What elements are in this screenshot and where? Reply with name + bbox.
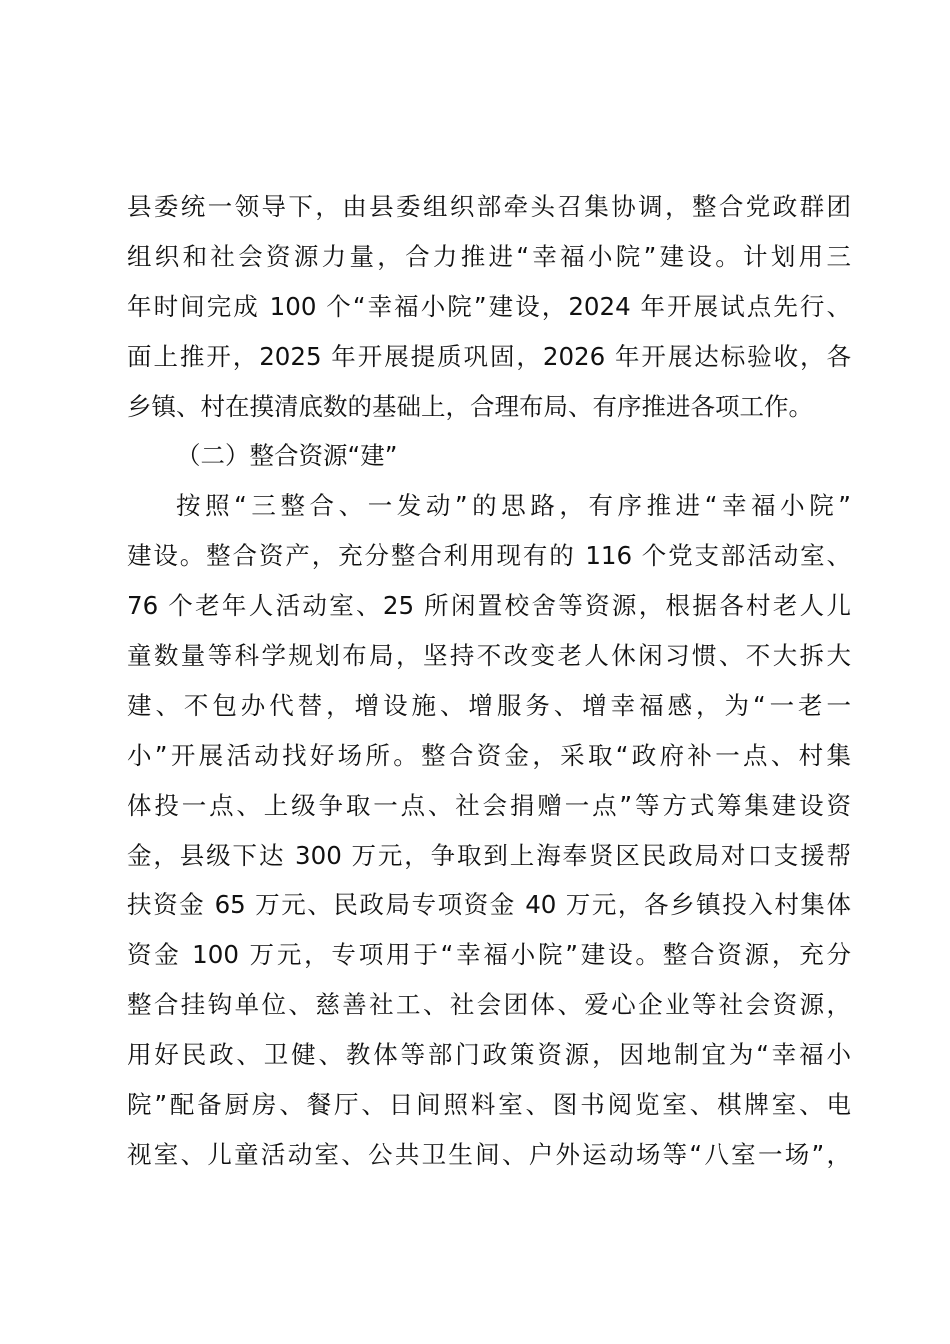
text-line: 体投一点、上级争取一点、社会捐赠一点”等方式筹集建设资 bbox=[127, 790, 851, 820]
text-line: 视室、儿童活动室、公共卫生间、户外运动场等“八室一场”， bbox=[127, 1139, 851, 1169]
text-line: 建、不包办代替，增设施、增服务、增幸福感，为“一老一 bbox=[127, 690, 851, 720]
text-line: 小”开展活动找好场所。整合资金，采取“政府补一点、村集 bbox=[127, 740, 851, 770]
text-line: 童数量等科学规划布局，坚持不改变老人休闲习惯、不大拆大 bbox=[127, 641, 851, 671]
text-line: 扶资金 65 万元、民政局专项资金 40 万元，各乡镇投入村集体 bbox=[127, 890, 851, 920]
text-line: 整合挂钩单位、慈善社工、社会团体、爱心企业等社会资源， bbox=[127, 990, 851, 1020]
text-line: 县委统一领导下，由县委组织部牵头召集协调，整合党政群团 bbox=[127, 192, 851, 221]
text-line: 年时间完成 100 个“幸福小院”建设，2024 年开展试点先行、 bbox=[127, 291, 851, 321]
text-line: 建设。整合资产，充分整合利用现有的 116 个党支部活动室、 bbox=[127, 541, 851, 571]
text-line: 金，县级下达 300 万元，争取到上海奉贤区民政局对口支援帮 bbox=[127, 840, 851, 870]
text-line: 用好民政、卫健、教体等部门政策资源，因地制宜为“幸福小 bbox=[127, 1040, 851, 1070]
body-text bbox=[127, 182, 851, 1180]
text-line: 按照“三整合、一发动”的思路，有序推进“幸福小院” bbox=[176, 491, 851, 521]
text-line: 资金 100 万元，专项用于“幸福小院”建设。整合资源，充分 bbox=[127, 940, 851, 970]
text-line: 乡镇、村在摸清底数的基础上，合理布局、有序推进各项工作。 bbox=[127, 391, 813, 421]
section-heading: （二）整合资源“建” bbox=[176, 441, 398, 471]
text-line: 组织和社会资源力量，合力推进“幸福小院”建设。计划用三 bbox=[127, 241, 851, 271]
text-line: 76 个老年人活动室、25 所闲置校舍等资源，根据各村老人儿 bbox=[127, 591, 851, 621]
text-line: 面上推开，2025 年开展提质巩固，2026 年开展达标验收，各 bbox=[127, 341, 851, 371]
text-line: 院”配备厨房、餐厅、日间照料室、图书阅览室、棋牌室、电 bbox=[127, 1090, 851, 1120]
